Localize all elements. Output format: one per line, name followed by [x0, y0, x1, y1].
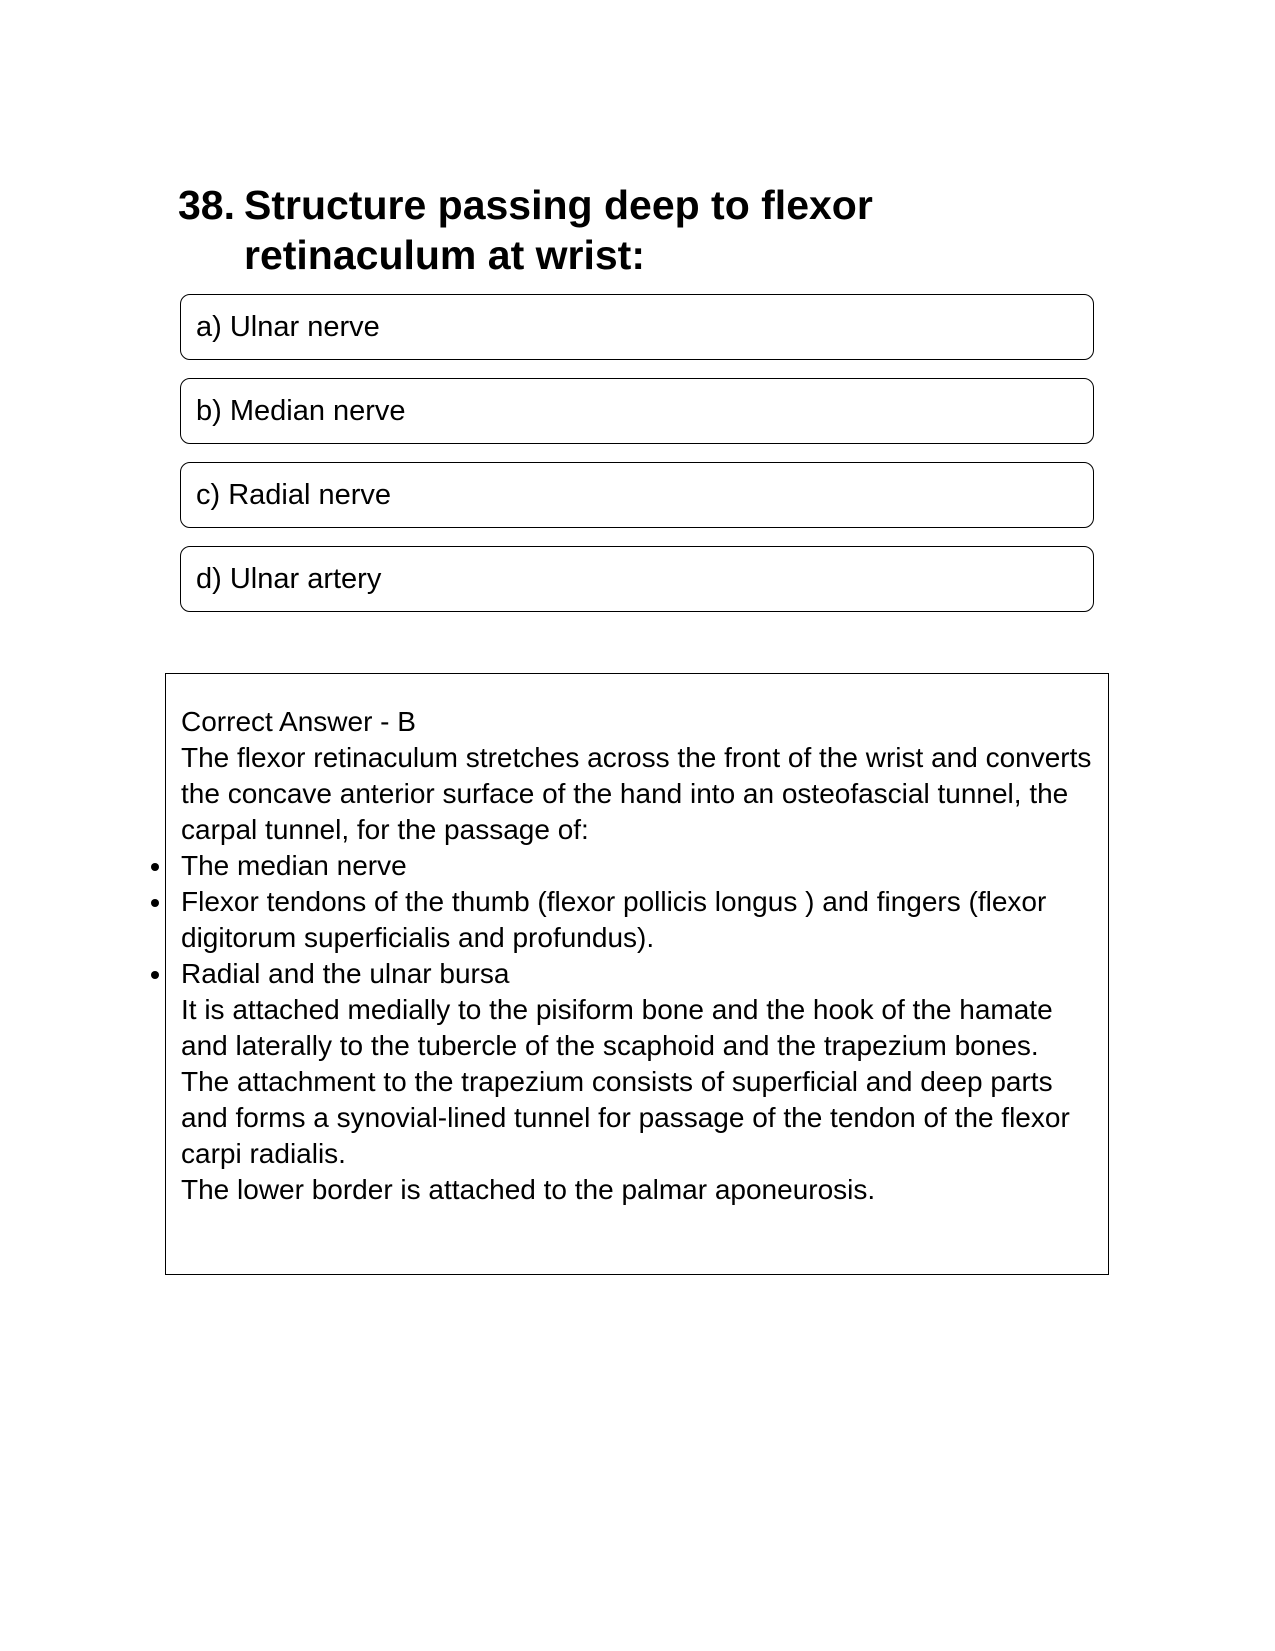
explanation-paragraph: The lower border is attached to the palmar aponeurosis. [181, 1174, 876, 1205]
list-item: The median nerve [181, 848, 1101, 884]
option-b[interactable]: b) Median nerve [180, 378, 1094, 444]
list-item: Radial and the ulnar bursa [181, 956, 1101, 992]
correct-answer-heading: Correct Answer - B [181, 706, 416, 737]
explanation-intro: The flexor retinaculum stretches across the front of the wrist and converts the concave anterior surface of the hand into an osteofascial tunnel, the carpal tunnel, for the passage of: [181, 742, 1092, 845]
question-number: 38. [178, 182, 235, 228]
passage-list [181, 848, 1101, 992]
list-item: Flexor tendons of the thumb (flexor pollicis longus ) and fingers (flexor digitorum superficialis and profundus). [181, 884, 1101, 956]
explanation-paragraph: It is attached medially to the pisiform bone and the hook of the hamate and laterally to the tubercle of the scaphoid and the trapezium bones. [181, 994, 1053, 1061]
explanation-paragraph: The attachment to the trapezium consists of superficial and deep parts and forms a synovial-lined tunnel for passage of the tendon of the flexor carpi radialis. [181, 1066, 1070, 1169]
question-heading [178, 180, 938, 280]
option-d[interactable]: d) Ulnar artery [180, 546, 1094, 612]
option-a[interactable]: a) Ulnar nerve [180, 294, 1094, 360]
answer-explanation [181, 704, 1101, 1208]
option-c[interactable]: c) Radial nerve [180, 462, 1094, 528]
question-text: Structure passing deep to flexor retinaculum at wrist: [244, 182, 873, 278]
